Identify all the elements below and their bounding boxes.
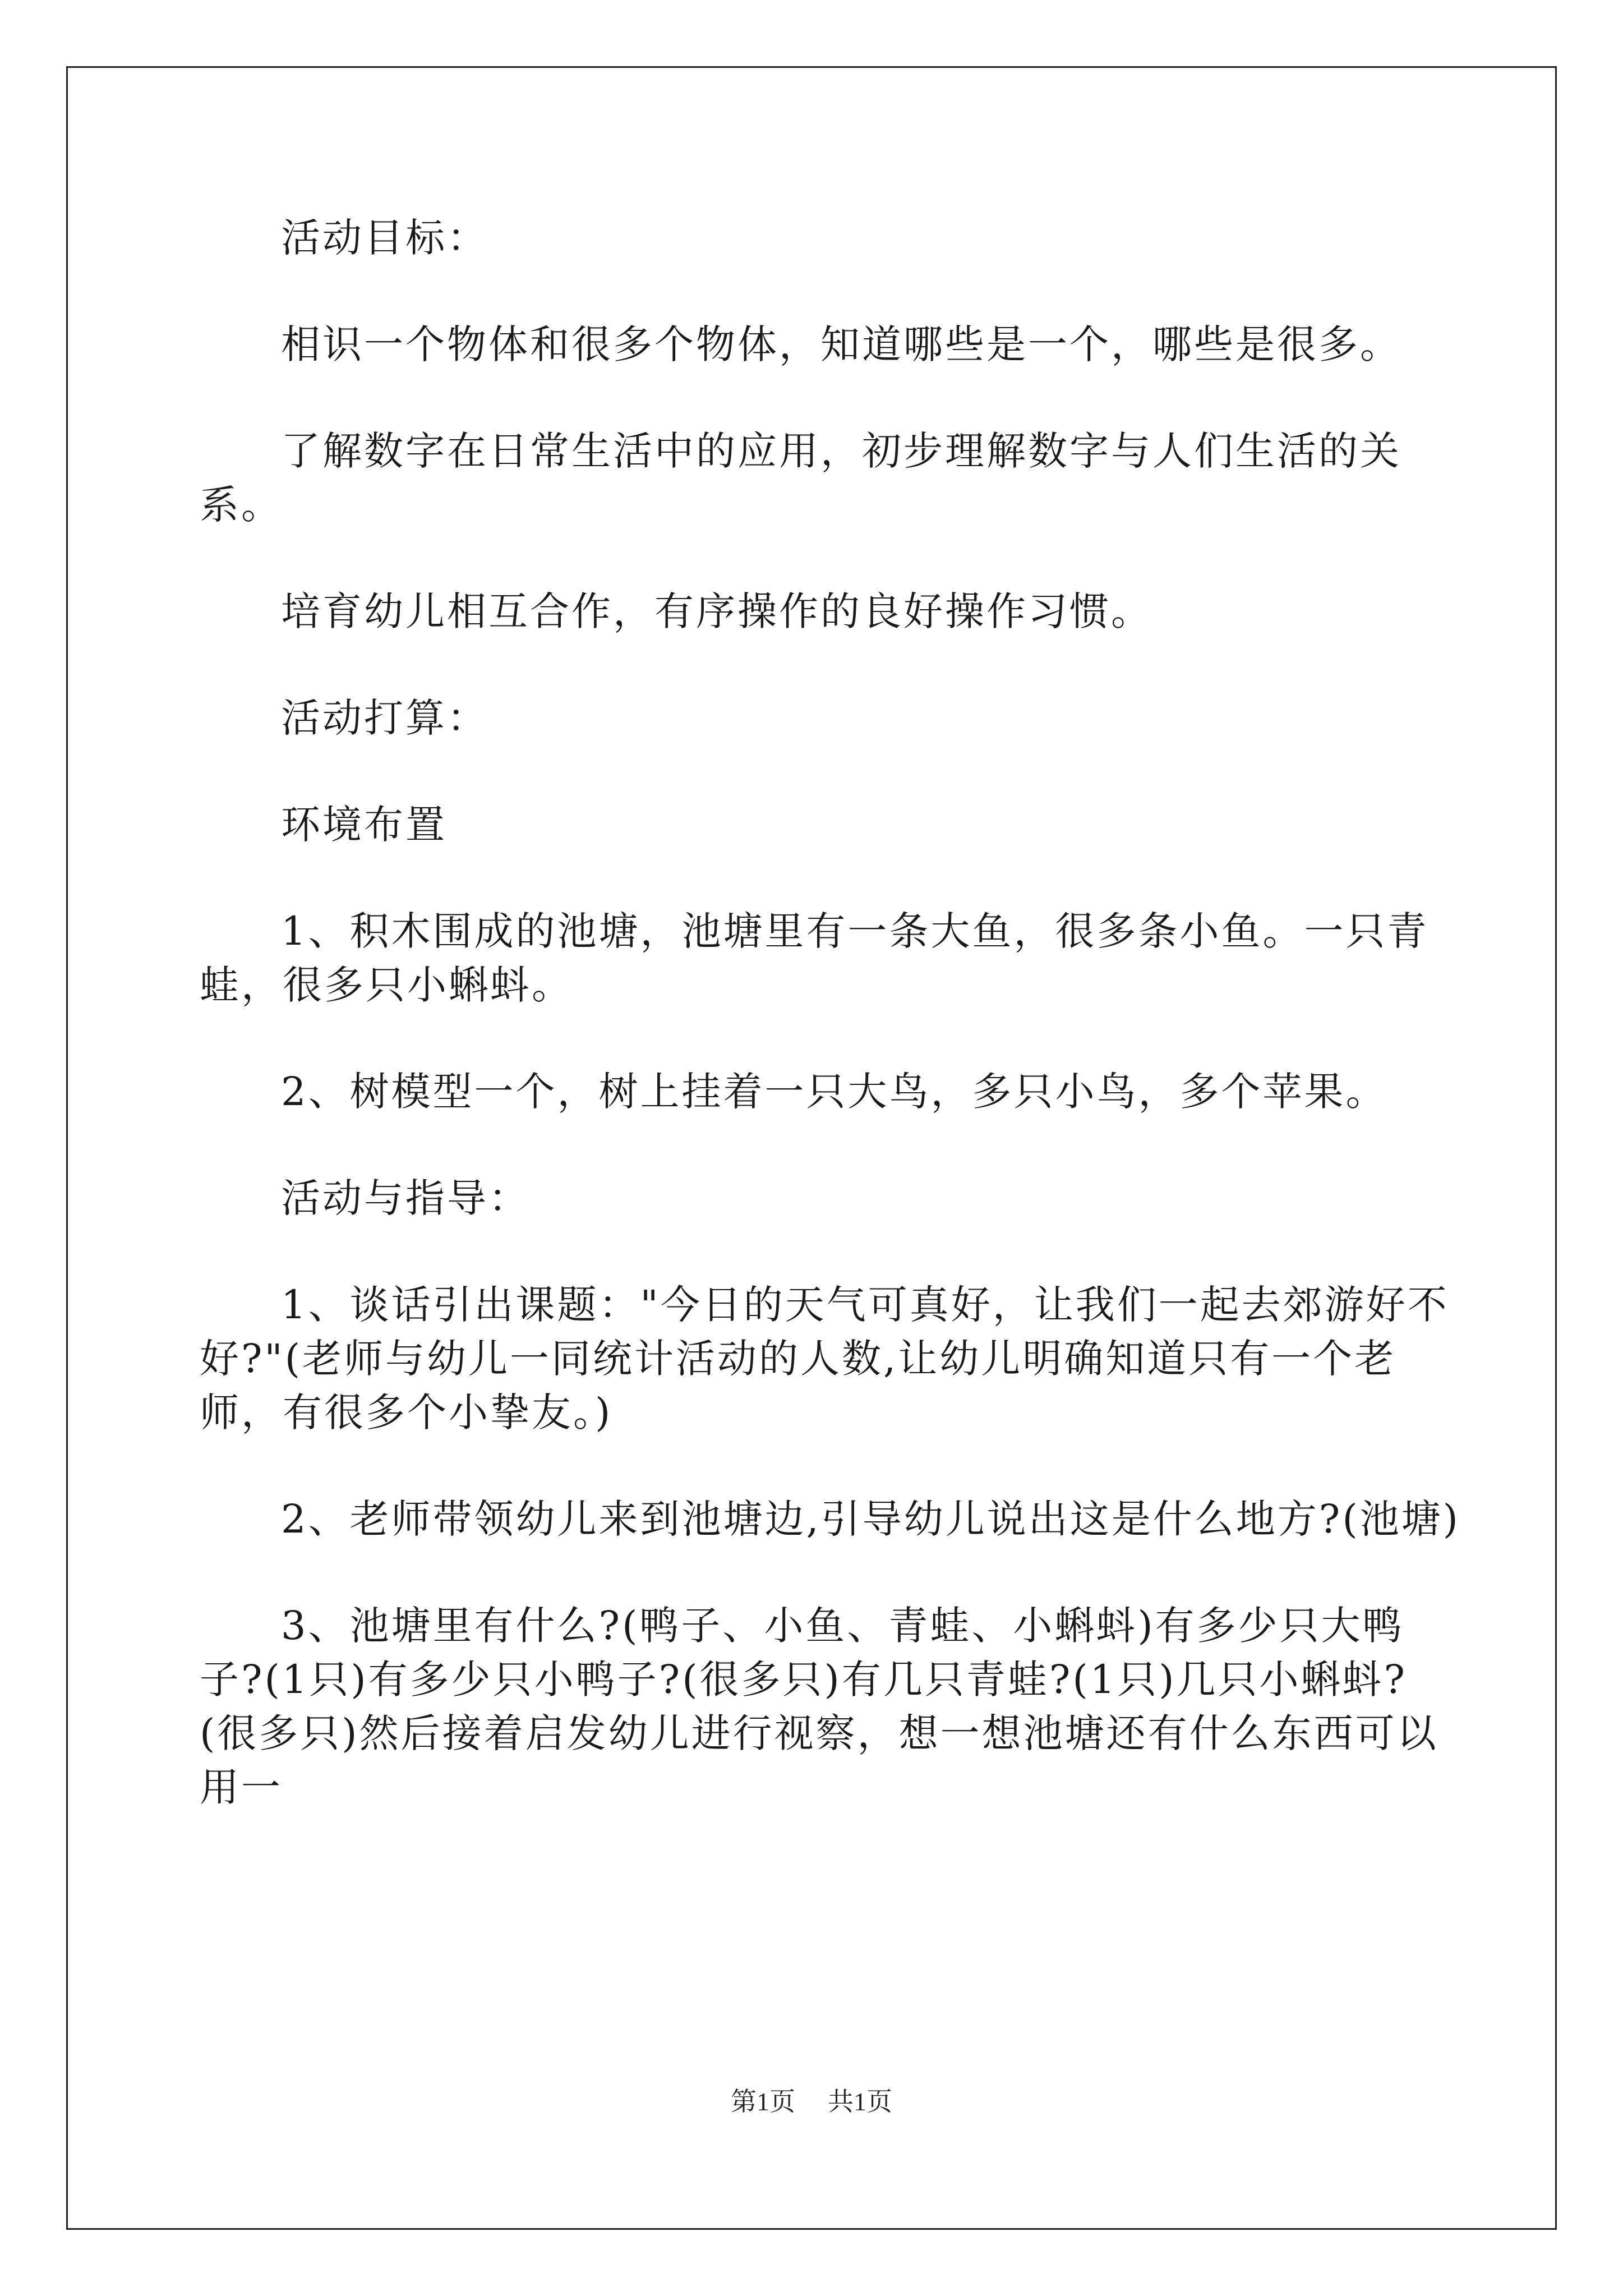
paragraph: 2、老师带领幼儿来到池塘边,引导幼儿说出这是什么地方?(池塘) [281,1496,1460,1542]
paragraph: 活动目标： [281,215,488,261]
paragraph: 1、谈话引出课题："今日的天气可真好，让我们一起去郊游好不好?"(老师与幼儿一同统计活动的人数,让幼儿明确知道只有一个老师，有很多个小挚友。) [200,1282,1449,1435]
paragraph: 活动与指导： [281,1175,530,1221]
paragraph: 活动打算： [281,695,488,741]
paragraph: 培育幼儿相互合作，有序操作的良好操作习惯。 [281,588,1152,634]
document-body [200,211,1461,1867]
paragraph: 相识一个物体和很多个物体，知道哪些是一个，哪些是很多。 [281,321,1401,367]
page-number: 第1页 [731,2087,795,2116]
paragraph: 1、积木围成的池塘，池塘里有一条大鱼，很多条小鱼。一只青蛙，很多只小蝌蚪。 [200,908,1429,1008]
paragraph: 3、池塘里有什么?(鸭子、小鱼、青蛙、小蝌蚪)有多少只大鸭子?(1只)有多少只小鸭子?(很多只)有几只青蛙?(1只)几只小蝌蚪?(很多只)然后接着启发幼儿进行视察，想一想池塘还有什么东西可以用一 [200,1603,1438,1810]
paragraph: 环境布置 [281,802,447,848]
paragraph: 了解数字在日常生活中的应用，初步理解数字与人们生活的关系。 [200,428,1401,528]
page-footer [0,2081,1623,2118]
paragraph: 2、树模型一个，树上挂着一只大鸟，多只小鸟，多个苹果。 [281,1069,1387,1115]
page-total: 共1页 [828,2087,892,2116]
